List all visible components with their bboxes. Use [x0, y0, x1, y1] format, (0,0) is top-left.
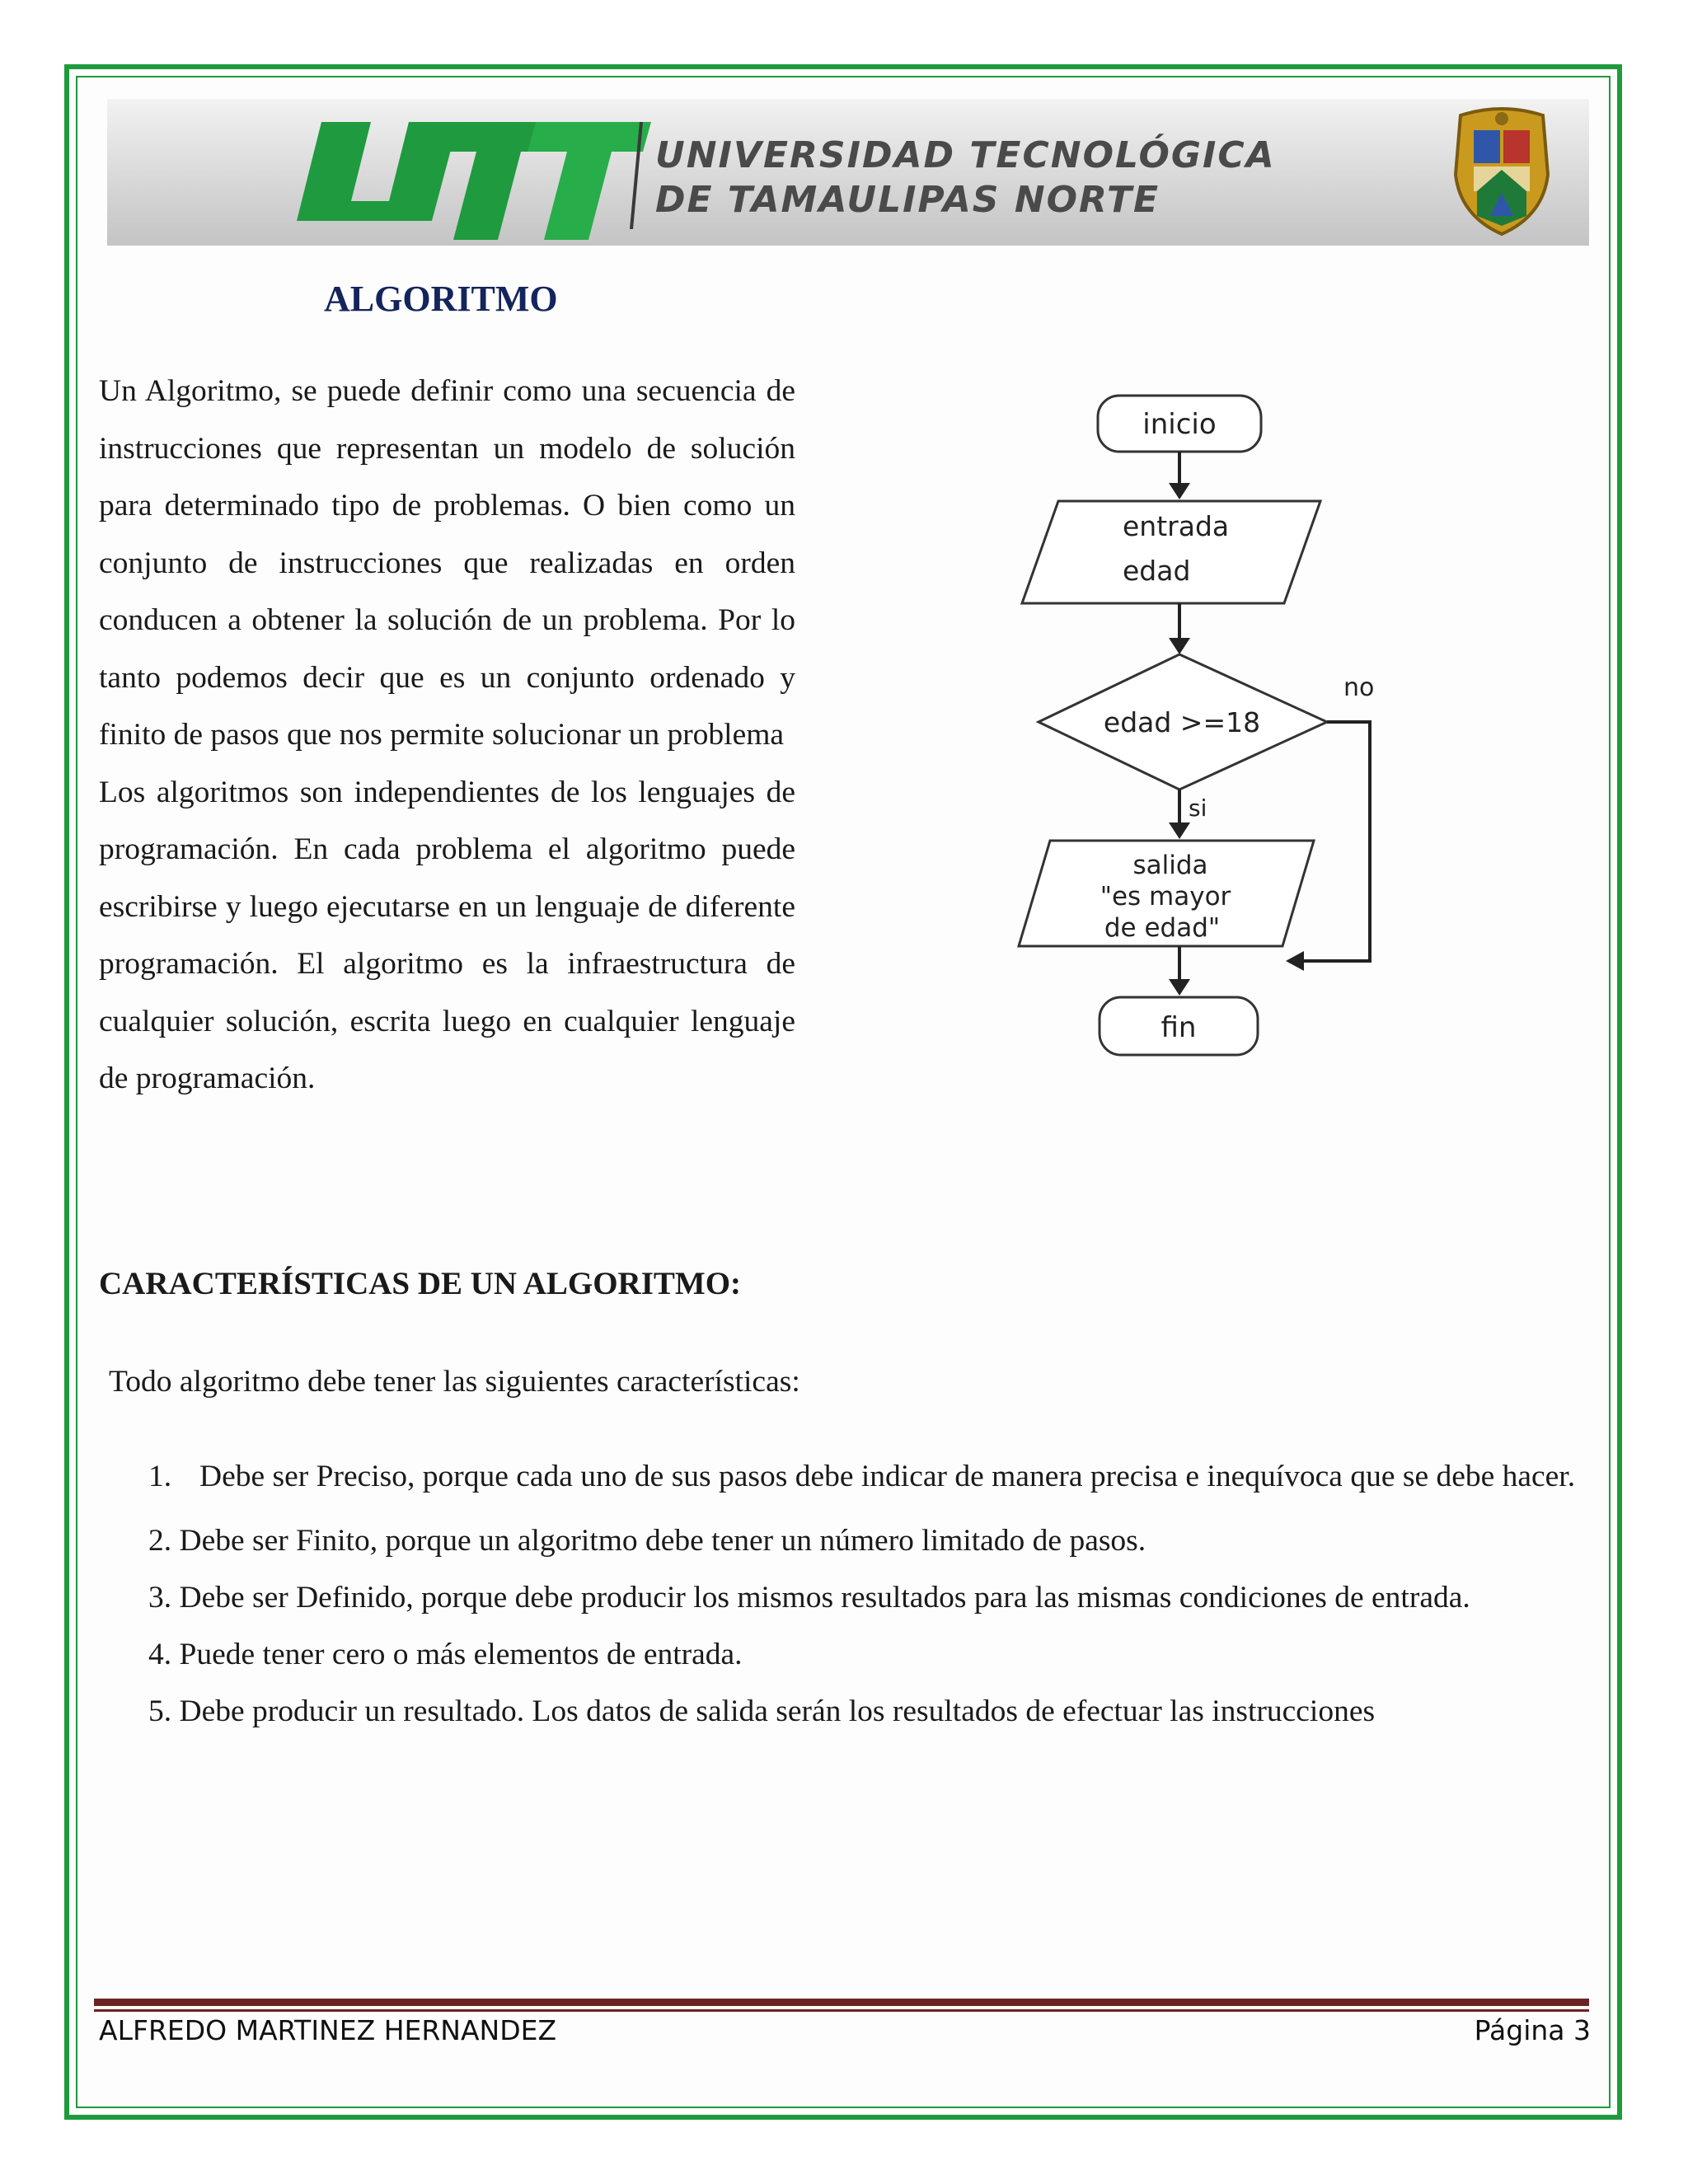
flow-input-label-1: entrada: [1123, 510, 1230, 542]
university-name-line2: DE TAMAULIPAS NORTE: [655, 179, 1160, 221]
flow-yes-label: si: [1189, 794, 1207, 822]
page-title: ALGORITMO: [324, 279, 558, 319]
intro-paragraph-2: Los algoritmos son independientes de los lenguajes de programación. En cada problema el algoritmo puede escribirse y luego ejecutarse en un lenguaje de diferente programación. El algoritmo es la infraestructura de cualquier solución, escrita luego en cualquier lenguaje de programación.: [99, 775, 795, 1095]
section-title: CARACTERÍSTICAS DE UN ALGORITMO:: [99, 1266, 742, 1301]
intro-text: [99, 363, 795, 1108]
flow-output-label-3: de edad": [1104, 913, 1221, 943]
logo-divider: [628, 122, 645, 229]
section-lead: Todo algoritmo debe tener las siguientes características:: [109, 1365, 800, 1399]
flow-output-label-1: salida: [1132, 851, 1208, 880]
flow-no-label: no: [1343, 673, 1375, 702]
flow-input-label-2: edad: [1123, 555, 1191, 587]
footer-rule: [94, 1999, 1589, 2006]
flow-end-label: fin: [1160, 1011, 1197, 1044]
flow-output-label-2: "es mayor: [1100, 882, 1231, 912]
list-item: 2. Debe ser Finito, porque un algoritmo debe tener un número limitado de pasos.: [148, 1524, 1146, 1558]
university-name: [655, 134, 1276, 223]
list-item: 4. Puede tener cero o más elementos de entrada.: [148, 1638, 743, 1671]
footer-page-number: Página 3: [1474, 2014, 1591, 2046]
flow-start-label: inicio: [1142, 408, 1217, 441]
intro-paragraph-1: Un Algoritmo, se puede definir como una secuencia de instrucciones que representan un modelo de solución para determinado tipo de problemas. O bien como un conjunto de instrucciones que realizadas en orden conducen a obtener la solución de un problema. Por lo tanto podemos decir que es un conjunto ordenado y finito de pasos que nos permite solucionar un problema: [99, 374, 795, 752]
utt-logo-text: UTT: [288, 104, 290, 105]
footer-author: ALFREDO MARTINEZ HERNANDEZ: [99, 2014, 557, 2046]
list-item: [148, 1448, 1591, 1506]
state-coat-of-arms-icon: [1444, 101, 1559, 241]
list-item: 3. Debe ser Definido, porque debe producir los mismos resultados para las mismas condiciones de entrada.: [148, 1581, 1470, 1615]
list-item-number: 1.: [148, 1460, 172, 1493]
list-item: 5. Debe producir un resultado. Los datos de salida serán los resultados de efectuar las instrucciones: [148, 1694, 1376, 1728]
list-item-text: Debe ser Preciso, porque cada uno de sus pasos debe indicar de manera precisa e inequívoca que se debe hacer.: [199, 1460, 1576, 1493]
characteristics-list: [148, 1448, 1591, 1740]
flowchart-diagram: [997, 386, 1409, 1078]
utt-logo: [288, 104, 651, 244]
footer-rule-thin: [94, 2009, 1589, 2012]
flow-decision-label: edad >=18: [1103, 706, 1261, 738]
header-banner: [107, 99, 1589, 246]
university-name-line1: UNIVERSIDAD TECNOLÓGICA: [655, 134, 1276, 176]
